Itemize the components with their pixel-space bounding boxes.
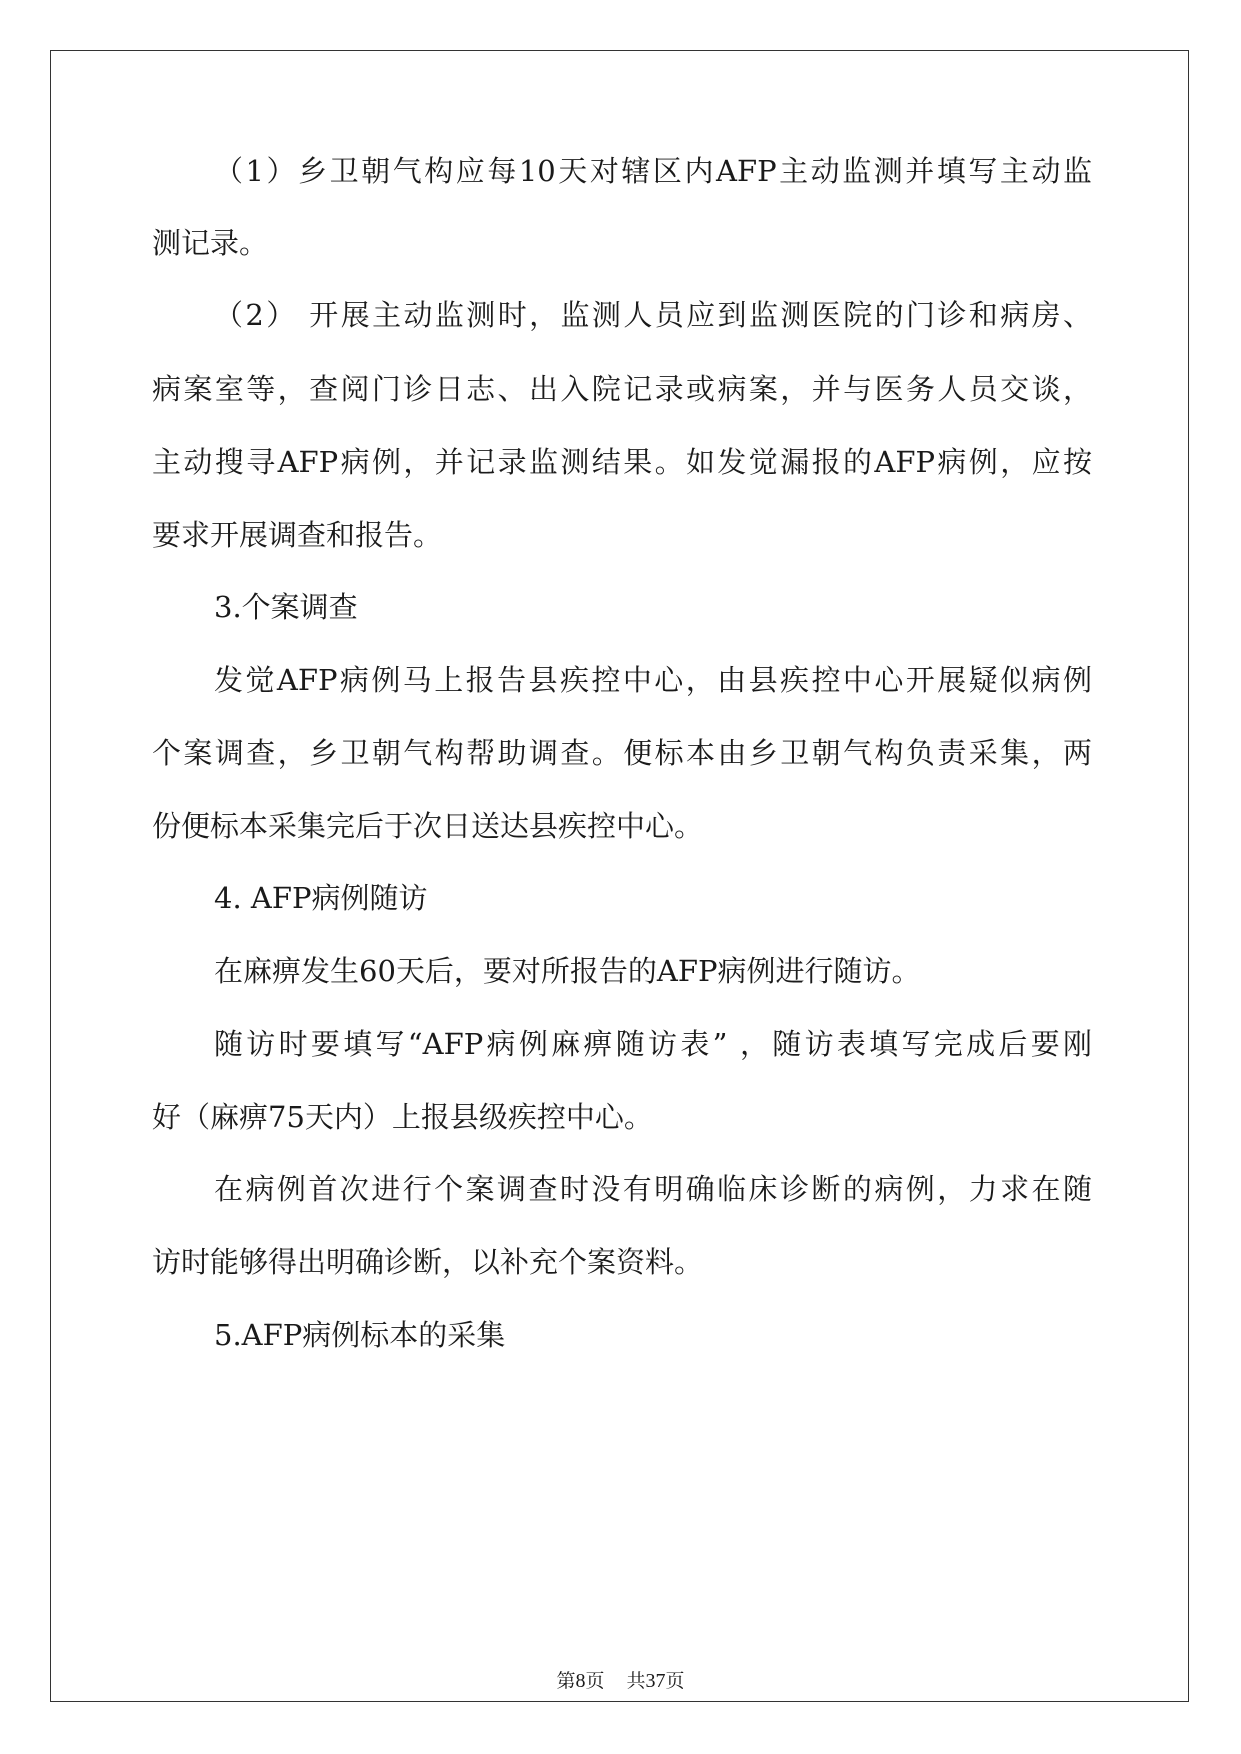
page-number: 8 xyxy=(575,1670,586,1692)
section-heading: 4. AFP病例随访 xyxy=(214,881,428,915)
paragraph-line: （2） 开展主动监测时，监测人员应到监测医院的门诊和病房、 xyxy=(214,298,1092,332)
page-prefix: 第 xyxy=(556,1670,576,1692)
section-heading: 3.个案调查 xyxy=(214,590,358,624)
paragraph-line: 随访时要填写“AFP病例麻痹随访表” ，随访表填写完成后要刚 xyxy=(214,1027,1092,1061)
section-heading: 5.AFP病例标本的采集 xyxy=(214,1318,506,1352)
total-pages: 37 xyxy=(645,1670,666,1692)
page-suffix: 页 xyxy=(585,1670,605,1692)
paragraph-line: 在麻痹发生60天后，要对所报告的AFP病例进行随访。 xyxy=(214,954,921,988)
paragraph-line: （1）乡卫朝气构应每10天对辖区内AFP主动监测并填写主动监 xyxy=(214,154,1092,188)
paragraph-line: 发觉AFP病例马上报告县疾控中心，由县疾控中心开展疑似病例 xyxy=(214,663,1092,697)
total-prefix: 共 xyxy=(626,1670,646,1692)
paragraph-line: 个案调查，乡卫朝气构帮助调查。便标本由乡卫朝气构负责采集，两 xyxy=(152,736,1092,770)
paragraph-line: 要求开展调查和报告。 xyxy=(152,518,443,552)
paragraph-line: 在病例首次进行个案调查时没有明确临床诊断的病例，力求在随 xyxy=(214,1172,1092,1206)
page-footer xyxy=(0,1669,1241,1693)
paragraph-line: 访时能够得出明确诊断，以补充个案资料。 xyxy=(152,1245,704,1279)
paragraph-line: 份便标本采集完后于次日送达县疾控中心。 xyxy=(152,809,704,843)
total-suffix: 页 xyxy=(665,1670,685,1692)
paragraph-line: 病案室等，查阅门诊日志、出入院记录或病案，并与医务人员交谈， xyxy=(152,372,1092,406)
paragraph-line: 好（麻痹75天内）上报县级疾控中心。 xyxy=(152,1100,653,1134)
paragraph-line: 主动搜寻AFP病例，并记录监测结果。如发觉漏报的AFP病例，应按 xyxy=(152,445,1092,479)
paragraph-line: 测记录。 xyxy=(152,226,269,260)
